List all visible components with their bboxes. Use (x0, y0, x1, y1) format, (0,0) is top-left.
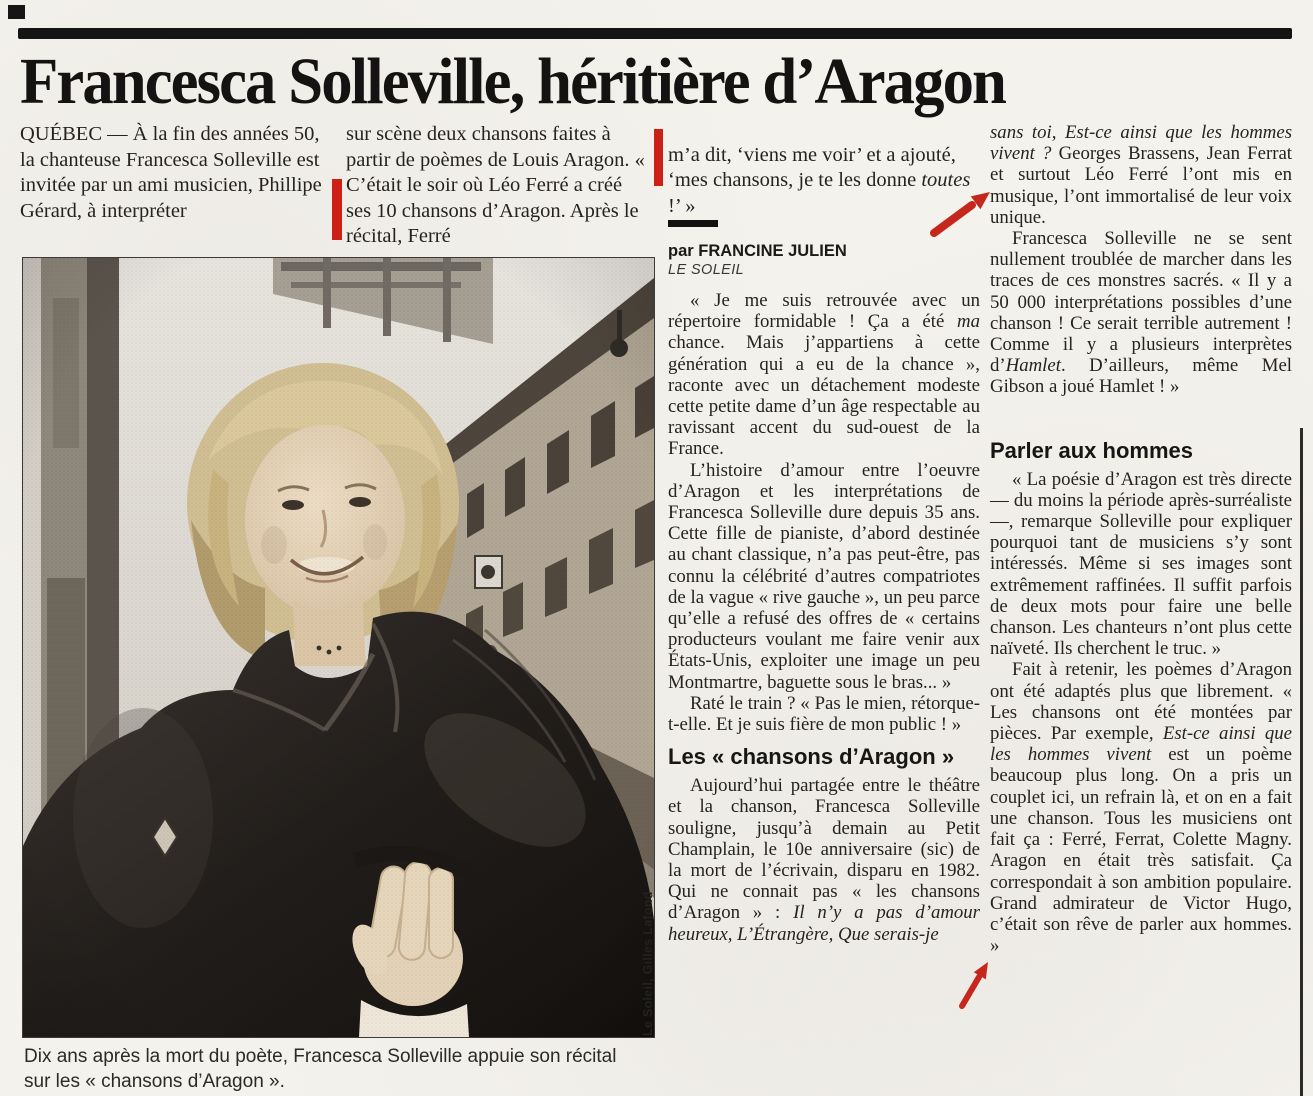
section-subheading: Parler aux hommes (990, 437, 1193, 463)
byline (668, 241, 968, 279)
body-paragraph: Francesca Solleville ne se sent nullement troublée de marcher dans les traces de ces monstres sacrés. « Il y a 50 000 interprétations possibles d’une chanson ! Ce serait terrible autrement ! Comme il y a plusieurs interprètes d’Hamlet. D’ailleurs, même Mel Gibson a joué Hamlet ! » (990, 228, 1292, 398)
article-column-4 (990, 122, 1292, 1090)
red-highlight-bar-col3 (654, 129, 663, 186)
section-subheading: Les « chansons d’Aragon » (668, 744, 955, 770)
body-paragraph: sans toi, Est-ce ainsi que les hommes vivent ? Georges Brassens, Jean Ferrat et surtout Léo Ferré l’ont mis en musique, l’ont immortalisé de leur voix unique. (990, 122, 1293, 228)
red-arrow-to-ca (952, 956, 996, 1008)
red-arrow-to-ferre (928, 186, 994, 238)
photo-halftone-overlay (23, 258, 654, 1037)
body-paragraph: « La poésie d’Aragon est très directe — du moins la période après-surréaliste —, remarque Solleville pour expliquer pourquoi tant de musiciens s’y sont intéressés. Même si ses images sont extrêmement raffinées. Il suffit parfois de deux mots pour faire une belle chanson. Les chanteurs n’ont plus cette naïveté. Ils cherchent le truc. » (990, 468, 1292, 660)
red-highlight-bar-col2 (332, 179, 342, 240)
byline-author: par FRANCINE JULIEN (668, 242, 847, 260)
body-paragraph: Aujourd’hui partagée entre le théâtre et la chanson, Francesca Solleville souligne, jusqu’à demain au Petit Champlain, le 10e anniversaire (sic) de la mort de l’écrivain, disparu en 1982. Qui ne connait pas « les chansons d’Aragon » : Il n’y a pas d’amour heureux, L’Étrangère, Que serais-je (668, 775, 980, 945)
photo-caption: Dix ans après la mort du poète, Francesca Solleville appuie son récital sur les « chansons d’Aragon ». (24, 1046, 617, 1092)
body-paragraph: Raté le train ? « Pas le mien, rétorque-t-elle. Et je suis fière de mon public ! » (668, 692, 980, 736)
scan-edge-line (1300, 428, 1303, 1096)
byline-source: LE SOLEIL (668, 262, 745, 278)
intro-column-1: QUÉBEC — À la fin des années 50, la chanteuse Francesca Solleville est invitée par un ami musicien, Phillipe Gérard, à interpréter (20, 123, 322, 222)
photo-francesca-solleville (22, 257, 655, 1038)
scan-corner-mark (8, 5, 25, 19)
article-column-3 (668, 290, 980, 1090)
body-paragraph: « Je me suis retrouvée avec un répertoire formidable ! Ça a été ma chance. Mais j’appartiens à cette génération qui a eu de la chance », raconte avec un détachement modeste cette petite dame d’un âge respectable au ravissant accent du sud-ouest de la France. (668, 290, 980, 460)
body-paragraph: Fait à retenir, les poèmes d’Aragon ont été adaptés plus que librement. « Les chansons ont été montées par pièces. Par exemple, Est-ce ainsi que les hommes vivent est un poème beaucoup plus long. On a pris un couplet ici, un refrain là, et on en a fait une chanson. Tous les musiciens ont fait ça : Ferré, Ferrat, Colette Magny. Aragon en était très satisfait. Ça correspondait à son ambition populaire. Grand admirateur de Victor Hugo, c’était son rêve de parler aux hommes. » (990, 659, 1292, 957)
body-paragraph: m’a dit, ‘viens me voir’ et a ajouté, ‘mes chansons, je te les donne toutes !’ » (668, 143, 971, 217)
photo-illustration (23, 258, 654, 1037)
article-headline: Francesca Solleville, héritière d’Aragon (20, 45, 1006, 118)
body-paragraph: L’histoire d’amour entre l’oeuvre d’Aragon et les interprétations de Francesca Solleville dure depuis 35 ans. Cette fille de pianiste, d’abord destinée au chant classique, n’a pas peut-être, pas connu la célébrité d’autres compatriotes de la vague « rive gauche », un peu parce qu’elle a refusé des offres de « certains producteurs voulant me faire venir aux États-Unis, exploiter une image un peu Montmartre, baguette sous le bras... » (668, 459, 980, 693)
headline-rule (18, 28, 1292, 39)
photo-credit: Le Soleil, Gilles Lafond (641, 891, 655, 1036)
intro-column-2: sur scène deux chansons faites à partir de poèmes de Louis Aragon. « C’était le soir où Léo Ferré a créé ses 10 chansons d’Aragon. Après le récital, Ferré (346, 123, 645, 247)
byline-rule (668, 220, 718, 227)
